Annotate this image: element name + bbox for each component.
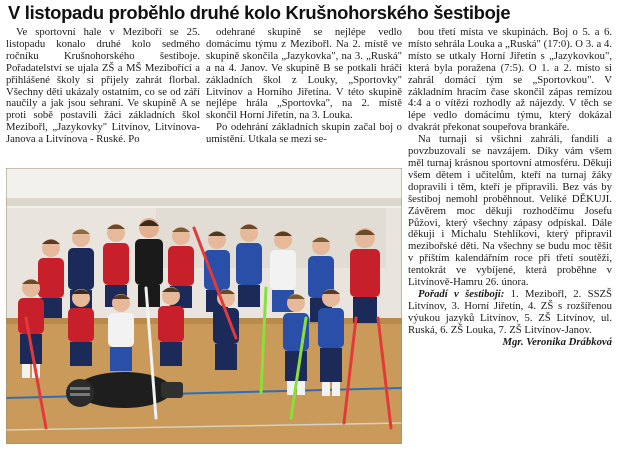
results-text: 1. Mezibořl, 2. SSZŠ Litvínov, 3. Horní Jiřetín, 4. ZŠ s rozšířenou výukou jazyků Litvínov, 5. ZŠ Litvínov, ul. Ruská, 6. ZŠ Louka, 7. ZŠ Litvínov-Janov. [408,287,612,336]
team-photo [6,168,402,444]
paragraph: Na turnaji si všichni zahráli, fandili a povzbuzovali se navzájem. Díky vám všem měl turnaj krásnou sportovní atmosféru. Děkuji všem dětem i učitelům, kteří na turnaj žáky dopravili i těm, kteří je připravili. Bez vás by šestiboj nemohl proběhnout. Veliké DĚKUJI. Závěrem moc děkuji rozhodčímu Josefu Půžovi, který všechny zápasy odpískal. Dále děkuji i Michalu Stehlíkovi, který připravil mezibořské děti. Na všechny se budu moc těšit v příštím kalendářním roce při třetí soutěži, tentokrát ve vybíjené, která proběhne v Litvínově-Hamru 26. února. [408,133,612,289]
paragraph: bou třetí místa ve skupinách. Boj o 5. a 6. místo sehrála Louka a „Ruská" (17:0). O 3. a 4. místo se utkaly Horní Jiřetín s „Jazykovkou", která byla poražena (7:5). O 1. a 2. místo si zahrál domácí tým se „Sportovkou". V základním hracím čase skončil zápas remízou 4:4 a o vítězi rozhodly až nájezdy. V těch se lépe vedlo domácímu týmu, který dokázal dvakrát překonat soupeřova brankáře. [408,26,612,134]
paragraph: Po odehrání základních skupin začal boj o umístění. Utkala se mezi se- [206,121,402,146]
author-signature: Mgr. Veronika Drábková [502,335,612,348]
team-photo-illustration [6,168,402,444]
paragraph: odehrané skupině se nejlépe vedlo domácímu týmu z Mezibořl. Na 2. místě ve skupině skončila „Jazykovka", na 3. „Ruská" a na 4. Janov. Ve skupině B se potkali hráči základních škol z Louky, „Sportovky" Litvínov a Horního Jiřetína. V této skupině nejlépe hrála „Sportovka", na 2. místě skončil Horní Jiřetín, na 3. Louka. [206,26,402,122]
paragraph: Ve sportovní hale v Meziboří se 25. listopadu konalo druhé kolo sedmého ročníku Krušnohorského šestiboje. Pořadatelství se ujala ZŠ a MŠ Mezibořící a přihlášené školy si přijely zahrát florbal. Všechny děti ukázaly ostatním, co se od září naučily a jak jsou sehraní. Ve skupině A se proti sobě postavili žáci základních škol Mezibořl, „Jazykovky" Litvínov, Litvínova-Janova a Litvínova - Ruské. Po [6,26,200,146]
article-column-3 [408,27,612,348]
article-headline: V listopadu proběhlo druhé kolo Krušnohorského šestiboje [8,2,511,23]
article-column-2 [206,27,402,146]
article-column-1 [6,27,200,146]
results-label: Pořadí v šestiboji: [418,287,505,300]
results-paragraph [408,289,612,349]
